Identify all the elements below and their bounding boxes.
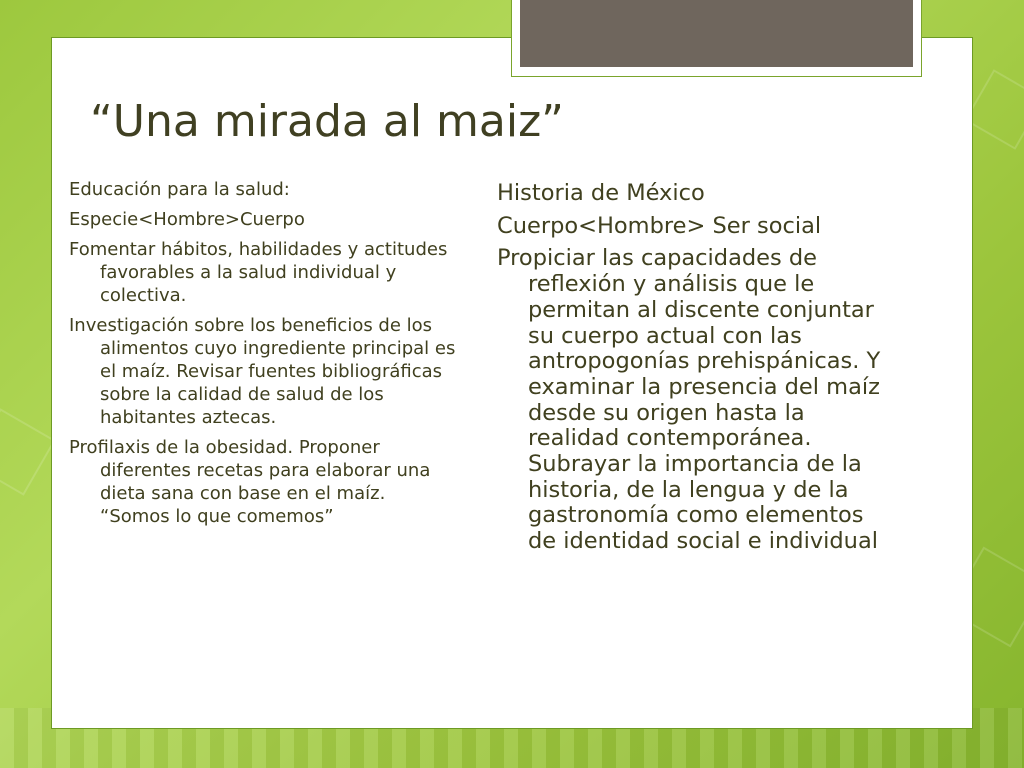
left-item: Fomentar hábitos, habilidades y actitudes favorables a la salud individual y colectiva.: [69, 239, 448, 306]
right-item: Cuerpo<Hombre> Ser social: [497, 212, 822, 239]
left-item: Profilaxis de la obesidad. Proponer diferentes recetas para elaborar una dieta sana con base en el maíz. “Somos lo que comemos”: [69, 437, 431, 527]
left-item: Investigación sobre los beneficios de los alimentos cuyo ingrediente principal es el maíz. Revisar fuentes bibliográficas sobre la calidad de salud de los habitantes aztecas.: [69, 315, 456, 428]
slide-title: “Una mirada al maiz”: [90, 96, 564, 147]
left-item: Especie<Hombre>Cuerpo: [69, 209, 305, 230]
background-hexagon: [0, 408, 56, 495]
left-item: Educación para la salud:: [69, 179, 290, 200]
left-column: [69, 178, 459, 535]
right-item: Propiciar las capacidades de reflexión y análisis que le permitan al discente conjuntar su cuerpo actual con las antropogonías prehispánicas. Y examinar la presencia del maíz desde su origen hasta la realidad contemporánea. Subrayar la importancia de la historia, de la lengua y de la gastronomía como elementos de identidad social e individual: [497, 245, 881, 555]
right-column: [497, 181, 897, 562]
right-item: Historia de México: [497, 180, 705, 206]
accent-box: [520, 0, 913, 67]
background-hexagon: [964, 69, 1024, 150]
